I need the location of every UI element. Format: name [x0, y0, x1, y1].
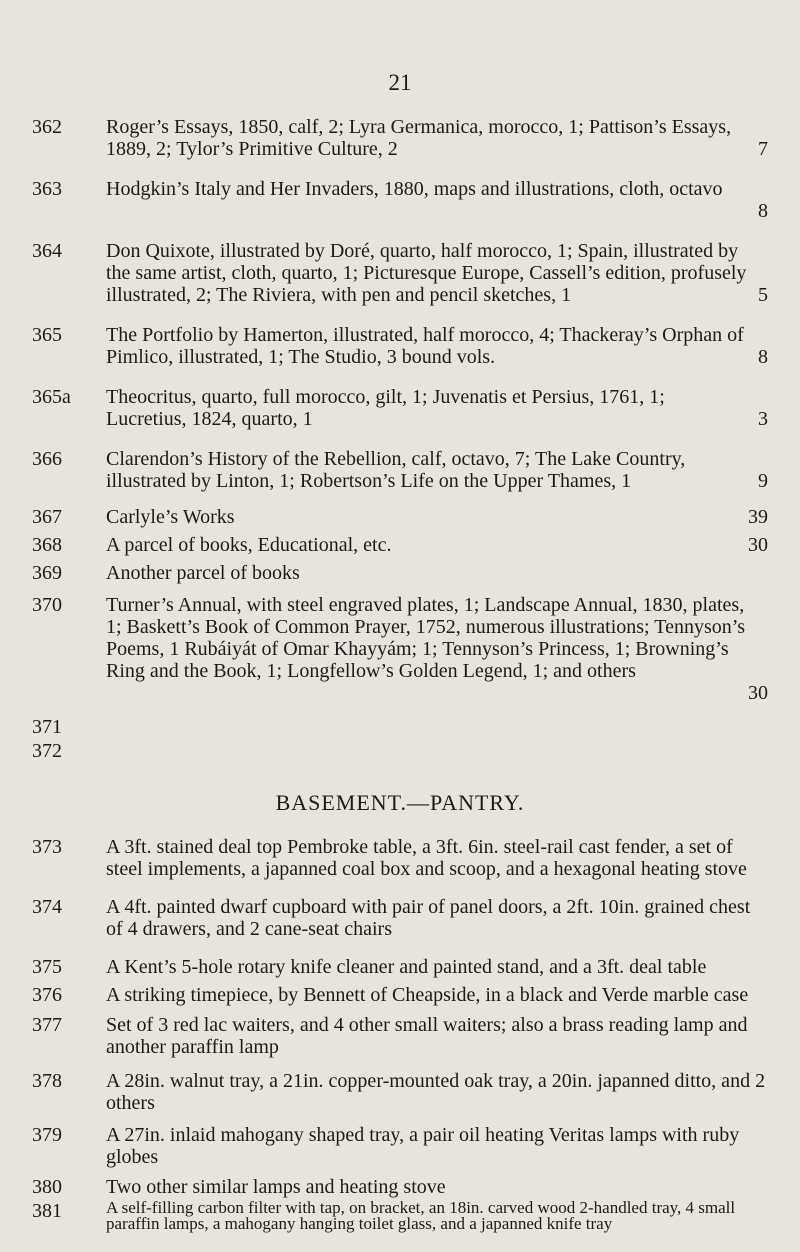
lot-375 — [0, 956, 800, 978]
lot-description: A 4ft. painted dwarf cupboard with pair of panel doors, a 2ft. 10in. grained chest of 4 drawers, and 2 cane-seat chairs — [106, 896, 751, 940]
lot-price: 3 — [758, 408, 768, 430]
lot-372 — [0, 740, 800, 762]
lot-description: Clarendon’s History of the Rebellion, calf, octavo, 7; The Lake Country, illustrated by Linton, 1; Robertson’s Life on the Upper Thames, 1 — [106, 448, 686, 492]
section-heading: BASEMENT.—PANTRY. — [275, 790, 525, 815]
lot-number: 367 — [32, 506, 62, 528]
lot-number: 372 — [32, 740, 62, 762]
lot-number: 366 — [32, 448, 62, 470]
lot-number: 369 — [32, 562, 62, 584]
lot-number: 379 — [32, 1124, 62, 1146]
lot-description: Don Quixote, illustrated by Doré, quarto, half morocco, 1; Spain, illustrated by the same artist, cloth, quarto, 1; Picturesque Europe, Cassell’s edition, profusely illustrated, 2; The Riviera, with pen and pencil sketches, 1 — [106, 240, 747, 306]
lot-371 — [0, 716, 800, 738]
lot-description: Another parcel of books — [106, 562, 300, 584]
lot-365a — [0, 386, 800, 430]
lot-number: 373 — [32, 836, 62, 858]
lot-381 — [0, 1200, 800, 1248]
lot-378 — [0, 1070, 800, 1114]
lot-number: 365a — [32, 386, 71, 408]
lot-number: 371 — [32, 716, 62, 738]
lot-description: Set of 3 red lac waiters, and 4 other small waiters; also a brass reading lamp and another paraffin lamp — [106, 1014, 748, 1058]
lot-number: 370 — [32, 594, 62, 616]
lot-363 — [0, 178, 800, 222]
lot-365 — [0, 324, 800, 368]
lot-370 — [0, 594, 800, 704]
lot-366 — [0, 448, 800, 492]
lot-description: Two other similar lamps and heating stove — [106, 1176, 446, 1198]
lot-price: 8 — [758, 346, 768, 368]
lot-description: A self-filling carbon filter with tap, on bracket, an 18in. carved wood 2-handled tray, 4 small paraffin lamps, a mahogany hanging toilet glass, and a japanned knife tray — [106, 1198, 736, 1233]
lot-379 — [0, 1124, 800, 1168]
lot-description: Hodgkin’s Italy and Her Invaders, 1880, maps and illustrations, cloth, octavo — [106, 178, 723, 200]
lot-373 — [0, 836, 800, 880]
lot-369 — [0, 562, 800, 584]
lot-362 — [0, 116, 800, 160]
lot-number: 365 — [32, 324, 62, 346]
lot-number: 378 — [32, 1070, 62, 1092]
lot-number: 375 — [32, 956, 62, 978]
lot-description: A striking timepiece, by Bennett of Cheapside, in a black and Verde marble case — [106, 984, 749, 1006]
lot-368 — [0, 534, 800, 556]
lot-number: 368 — [32, 534, 62, 556]
lot-description: Theocritus, quarto, full morocco, gilt, 1; Juvenatis et Persius, 1761, 1; Lucretius, 1824, quarto, 1 — [106, 386, 665, 430]
lot-number: 374 — [32, 896, 62, 918]
lot-description: A 27in. inlaid mahogany shaped tray, a pair oil heating Veritas lamps with ruby globes — [106, 1124, 740, 1168]
lot-description: Carlyle’s Works — [106, 506, 235, 528]
lot-description: A parcel of books, Educational, etc. — [106, 534, 392, 556]
lot-364 — [0, 240, 800, 306]
page-number: 21 — [388, 70, 412, 95]
lot-377 — [0, 1014, 800, 1058]
lot-description: Turner’s Annual, with steel engraved plates, 1; Landscape Annual, 1830, plates, 1; Baskett’s Book of Common Prayer, 1752, numerous illustrations; Tennyson’s Poems, 1 Rubáiyát of Omar Khayyám; 1; Tennyson’s Princess, 1; Browning’s Ring and the Book, 1; Longfellow’s Golden Legend, 1; and others — [106, 594, 746, 682]
lot-number: 363 — [32, 178, 62, 200]
lot-number: 376 — [32, 984, 62, 1006]
lot-367 — [0, 506, 800, 528]
lot-376 — [0, 984, 800, 1006]
lot-price: 39 — [748, 506, 768, 528]
lot-number: 364 — [32, 240, 62, 262]
lot-price: 30 — [748, 534, 768, 556]
lot-price: 7 — [758, 138, 768, 160]
lot-description: Roger’s Essays, 1850, calf, 2; Lyra Germanica, morocco, 1; Pattison’s Essays, 1889, 2; Tylor’s Primitive Culture, 2 — [106, 116, 732, 160]
lot-price: 8 — [758, 200, 768, 222]
lot-374 — [0, 896, 800, 940]
lot-price: 5 — [758, 284, 768, 306]
lot-description: A Kent’s 5-hole rotary knife cleaner and painted stand, and a 3ft. deal table — [106, 956, 707, 978]
lot-description: A 28in. walnut tray, a 21in. copper-mounted oak tray, a 20in. japanned ditto, and 2 others — [106, 1070, 766, 1114]
lot-380 — [0, 1176, 800, 1198]
lot-price: 9 — [758, 470, 768, 492]
lot-number: 381 — [32, 1200, 62, 1222]
lot-price: 30 — [748, 682, 768, 704]
lot-description: A 3ft. stained deal top Pembroke table, a 3ft. 6in. steel-rail cast fender, a set of steel implements, a japanned coal box and scoop, and a hexagonal heating stove — [106, 836, 747, 880]
lot-number: 377 — [32, 1014, 62, 1036]
lot-number: 380 — [32, 1176, 62, 1198]
lot-number: 362 — [32, 116, 62, 138]
lot-description: The Portfolio by Hamerton, illustrated, half morocco, 4; Thackeray’s Orphan of Pimlico, illustrated, 1; The Studio, 3 bound vols. — [106, 324, 744, 368]
